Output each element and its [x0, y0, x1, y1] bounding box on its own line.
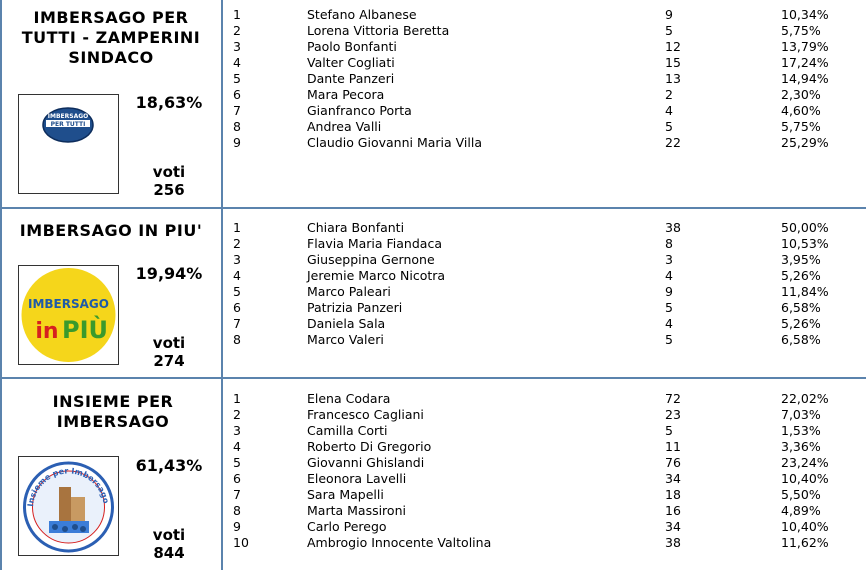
- candidate-percent: 3,95%: [781, 252, 821, 267]
- party-name: IMBERSAGO IN PIU': [19, 221, 203, 240]
- candidate-percent: 22,02%: [781, 391, 829, 406]
- candidate-row: [233, 471, 853, 487]
- candidate-name: Giovanni Ghislandi: [307, 455, 425, 470]
- candidate-name: Ambrogio Innocente Valtolina: [307, 535, 492, 550]
- candidate-number: 7: [233, 487, 241, 502]
- candidate-row: [233, 519, 853, 535]
- candidate-number: 1: [233, 391, 241, 406]
- candidate-row: [233, 316, 853, 332]
- candidate-number: 3: [233, 423, 241, 438]
- candidate-percent: 5,50%: [781, 487, 821, 502]
- candidate-name: Stefano Albanese: [307, 7, 417, 22]
- candidate-votes: 34: [665, 519, 681, 534]
- voti-count: 256: [153, 181, 185, 199]
- candidate-row: [233, 300, 853, 316]
- candidate-votes: 9: [665, 284, 673, 299]
- voti-count: 274: [153, 352, 185, 370]
- candidate-name: Marta Massironi: [307, 503, 406, 518]
- candidate-name: Paolo Bonfanti: [307, 39, 397, 54]
- candidate-name: Chiara Bonfanti: [307, 220, 405, 235]
- candidate-votes: 5: [665, 119, 673, 134]
- candidate-percent: 6,58%: [781, 332, 821, 347]
- candidate-number: 2: [233, 236, 241, 251]
- party-percent: 18,63%: [135, 93, 203, 112]
- candidate-percent: 10,40%: [781, 519, 829, 534]
- candidate-number: 1: [233, 7, 241, 22]
- candidate-votes: 5: [665, 332, 673, 347]
- candidate-percent: 14,94%: [781, 71, 829, 86]
- svg-text:Insieme per Imbersago: Insieme per Imbersago: [26, 466, 111, 508]
- candidate-name: Patrizia Panzeri: [307, 300, 403, 315]
- svg-text:PER TUTTI: PER TUTTI: [50, 121, 86, 128]
- candidate-name: Dante Panzeri: [307, 71, 395, 86]
- candidate-row: [233, 487, 853, 503]
- candidate-number: 5: [233, 455, 241, 470]
- candidate-name: Giuseppina Gernone: [307, 252, 435, 267]
- party-name: INSIEME PER IMBERSAGO: [52, 392, 174, 431]
- svg-text:IMBERSAGO: IMBERSAGO: [47, 113, 89, 120]
- candidate-votes: 5: [665, 300, 673, 315]
- candidate-votes: 4: [665, 103, 673, 118]
- candidate-row: [233, 268, 853, 284]
- candidate-name: Francesco Cagliani: [307, 407, 424, 422]
- candidate-row: [233, 236, 853, 252]
- candidate-percent: 6,58%: [781, 300, 821, 315]
- candidate-votes: 9: [665, 7, 673, 22]
- svg-text:in: in: [35, 319, 59, 344]
- candidate-votes: 13: [665, 71, 681, 86]
- candidate-name: Camilla Corti: [307, 423, 388, 438]
- candidate-votes: 5: [665, 23, 673, 38]
- candidate-percent: 3,36%: [781, 439, 821, 454]
- candidate-name: Daniela Sala: [307, 316, 386, 331]
- candidate-row: [233, 55, 853, 71]
- candidate-row: [233, 284, 853, 300]
- candidate-row: [233, 220, 853, 236]
- candidate-percent: 11,84%: [781, 284, 829, 299]
- candidate-percent: 7,03%: [781, 407, 821, 422]
- candidate-row: [233, 503, 853, 519]
- candidate-row: [233, 39, 853, 55]
- candidate-number: 1: [233, 220, 241, 235]
- candidate-row: [233, 7, 853, 23]
- candidate-number: 8: [233, 119, 241, 134]
- voti-label: voti: [152, 334, 186, 352]
- candidate-votes: 12: [665, 39, 681, 54]
- candidate-number: 4: [233, 268, 241, 283]
- candidate-number: 6: [233, 300, 241, 315]
- party-percent: 61,43%: [135, 456, 203, 475]
- candidate-name: Claudio Giovanni Maria Villa: [307, 135, 483, 150]
- candidate-votes: 34: [665, 471, 681, 486]
- candidate-name: Sara Mapelli: [307, 487, 384, 502]
- voti-label: voti: [152, 526, 186, 544]
- candidate-percent: 4,60%: [781, 103, 821, 118]
- candidate-row: [233, 23, 853, 39]
- candidate-votes: 38: [665, 220, 681, 235]
- row-divider: [0, 377, 866, 379]
- candidate-number: 5: [233, 284, 241, 299]
- candidate-number: 3: [233, 252, 241, 267]
- party-logo: [18, 456, 119, 556]
- candidate-number: 9: [233, 135, 241, 150]
- candidate-votes: 3: [665, 252, 673, 267]
- candidate-number: 6: [233, 471, 241, 486]
- candidate-percent: 10,34%: [781, 7, 829, 22]
- candidate-name: Andrea Valli: [307, 119, 382, 134]
- candidate-name: Eleonora Lavelli: [307, 471, 407, 486]
- candidate-votes: 4: [665, 316, 673, 331]
- logo-imbersago-per-tutti-icon: [19, 95, 118, 193]
- candidate-number: 4: [233, 55, 241, 70]
- candidate-name: Elena Codara: [307, 391, 391, 406]
- logo-insieme-per-imbersago-icon: [19, 457, 118, 555]
- candidate-votes: 22: [665, 135, 681, 150]
- candidate-percent: 1,53%: [781, 423, 821, 438]
- candidate-votes: 23: [665, 407, 681, 422]
- candidate-row: [233, 455, 853, 471]
- candidate-votes: 18: [665, 487, 681, 502]
- candidate-row: [233, 332, 853, 348]
- candidate-percent: 23,24%: [781, 455, 829, 470]
- candidate-votes: 38: [665, 535, 681, 550]
- candidate-name: Marco Paleari: [307, 284, 391, 299]
- candidate-number: 2: [233, 23, 241, 38]
- candidate-name: Roberto Di Gregorio: [307, 439, 432, 454]
- candidate-votes: 2: [665, 87, 673, 102]
- candidate-number: 2: [233, 407, 241, 422]
- candidate-percent: 5,75%: [781, 23, 821, 38]
- candidate-votes: 5: [665, 423, 673, 438]
- candidate-number: 10: [233, 535, 249, 550]
- voti-label: voti: [152, 163, 186, 181]
- candidate-votes: 76: [665, 455, 681, 470]
- voti-count: 844: [153, 544, 185, 562]
- candidate-number: 9: [233, 519, 241, 534]
- candidate-name: Flavia Maria Fiandaca: [307, 236, 442, 251]
- candidate-name: Mara Pecora: [307, 87, 385, 102]
- candidate-percent: 5,26%: [781, 268, 821, 283]
- candidate-name: Gianfranco Porta: [307, 103, 412, 118]
- party-percent: 19,94%: [135, 264, 203, 283]
- candidate-row: [233, 103, 853, 119]
- left-border: [0, 0, 2, 570]
- candidate-percent: 4,89%: [781, 503, 821, 518]
- candidate-name: Jeremie Marco Nicotra: [307, 268, 446, 283]
- candidate-votes: 72: [665, 391, 681, 406]
- candidate-percent: 17,24%: [781, 55, 829, 70]
- party-logo: [18, 94, 119, 194]
- candidate-percent: 13,79%: [781, 39, 829, 54]
- column-divider: [221, 0, 223, 570]
- candidate-row: [233, 135, 853, 151]
- candidate-row: [233, 535, 853, 551]
- candidate-row: [233, 391, 853, 407]
- svg-text:PIÙ: PIÙ: [61, 316, 109, 344]
- candidate-number: 4: [233, 439, 241, 454]
- candidate-number: 8: [233, 503, 241, 518]
- candidate-votes: 16: [665, 503, 681, 518]
- candidate-number: 3: [233, 39, 241, 54]
- candidate-percent: 25,29%: [781, 135, 829, 150]
- candidate-row: [233, 407, 853, 423]
- candidate-number: 7: [233, 316, 241, 331]
- candidate-percent: 11,62%: [781, 535, 829, 550]
- candidate-name: Marco Valeri: [307, 332, 384, 347]
- candidate-row: [233, 87, 853, 103]
- svg-text:IMBERSAGO: IMBERSAGO: [28, 297, 109, 311]
- candidate-number: 7: [233, 103, 241, 118]
- logo-imbersago-in-piu-icon: [19, 266, 118, 364]
- party-name: IMBERSAGO PER TUTTI - ZAMPERINI SINDACO: [21, 8, 201, 67]
- row-divider: [0, 207, 866, 209]
- candidate-row: [233, 252, 853, 268]
- candidate-number: 6: [233, 87, 241, 102]
- candidate-votes: 8: [665, 236, 673, 251]
- candidate-number: 5: [233, 71, 241, 86]
- candidate-votes: 11: [665, 439, 681, 454]
- candidate-votes: 15: [665, 55, 681, 70]
- candidate-row: [233, 71, 853, 87]
- candidate-percent: 10,53%: [781, 236, 829, 251]
- candidate-row: [233, 423, 853, 439]
- candidate-percent: 2,30%: [781, 87, 821, 102]
- candidate-number: 8: [233, 332, 241, 347]
- candidate-row: [233, 119, 853, 135]
- candidate-name: Carlo Perego: [307, 519, 387, 534]
- candidate-percent: 5,26%: [781, 316, 821, 331]
- candidate-name: Valter Cogliati: [307, 55, 395, 70]
- candidate-votes: 4: [665, 268, 673, 283]
- candidate-row: [233, 439, 853, 455]
- candidate-name: Lorena Vittoria Beretta: [307, 23, 450, 38]
- candidate-percent: 50,00%: [781, 220, 829, 235]
- candidate-percent: 10,40%: [781, 471, 829, 486]
- party-logo: [18, 265, 119, 365]
- candidate-percent: 5,75%: [781, 119, 821, 134]
